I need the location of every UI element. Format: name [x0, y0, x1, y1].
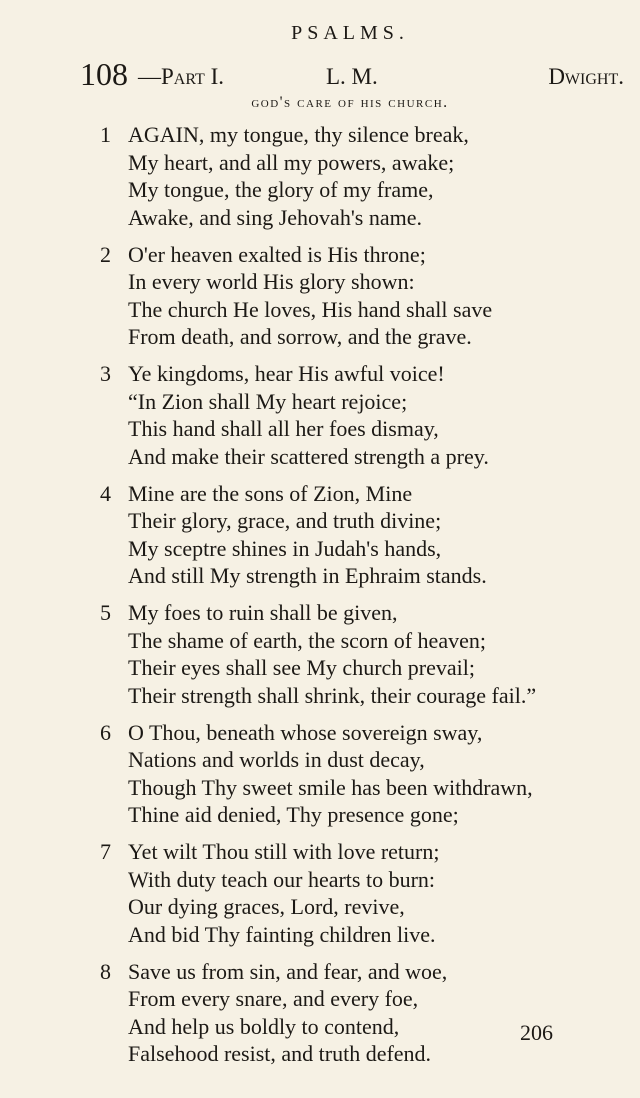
stanza-number: 2 [100, 241, 111, 267]
verse-line: My heart, and all my powers, awake; [128, 149, 455, 175]
verse-line: My tongue, the glory of my frame, [128, 177, 434, 202]
verse-line: Mine are the sons of Zion, Mine [128, 480, 413, 506]
verse-line: From death, and sorrow, and the grave. [128, 324, 472, 349]
running-head: PSALMS. [291, 22, 409, 44]
page-number: 206 [520, 1020, 553, 1045]
stanza-number: 8 [100, 958, 111, 984]
stanza-number: 7 [100, 839, 111, 864]
verse-line: Though Thy sweet smile has been withdrawn, [128, 774, 533, 800]
verse-line: Save us from sin, and fear, and woe, [128, 958, 448, 984]
verse-line: Their strength shall shrink, their courage fail.” [128, 682, 537, 708]
verse-line: And make their scattered strength a prey. [128, 443, 489, 469]
hymn-number: 108 [80, 56, 128, 92]
verse-line: “In Zion shall My heart rejoice; [128, 388, 408, 414]
stanza-number: 1 [100, 122, 111, 147]
verse-line: This hand shall all her foes dismay, [128, 416, 439, 441]
verse-line: And bid Thy fainting children live. [128, 921, 436, 947]
verse-line: Awake, and sing Jehovah's name. [128, 204, 422, 230]
verse-line: O'er heaven exalted is His throne; [128, 241, 426, 267]
verse-line: From every snare, and every foe, [128, 986, 419, 1011]
verse-line: O Thou, beneath whose sovereign sway, [128, 719, 483, 745]
verse-line: Their glory, grace, and truth divine; [128, 508, 442, 533]
verse-line: Yet wilt Thou still with love return; [128, 839, 440, 864]
verse-line: My sceptre shines in Judah's hands, [128, 535, 442, 561]
verse-line: And still My strength in Ephraim stands. [128, 563, 487, 588]
stanza-number: 6 [100, 719, 111, 745]
verse-line: The shame of earth, the scorn of heaven; [128, 627, 486, 653]
verse-line: Ye kingdoms, hear His awful voice! [128, 361, 445, 386]
verse-line: And help us boldly to contend, [128, 1013, 400, 1039]
stanza-number: 3 [100, 361, 111, 386]
verse-line: The church He loves, His hand shall save [128, 296, 493, 322]
hymn-title: god's care of his church. [251, 94, 449, 111]
stanza-number: 5 [100, 600, 111, 625]
verse-line: With duty teach our hearts to burn: [128, 866, 436, 892]
verse-line: In every world His glory shown: [128, 269, 415, 294]
verse-line: Thine aid denied, Thy presence gone; [128, 802, 459, 827]
hymn-part: —Part I. [138, 64, 224, 89]
verse-line: Their eyes shall see My church prevail; [128, 655, 475, 680]
hymn-author: Dwight. [548, 64, 624, 89]
verse-line: My foes to ruin shall be given, [128, 600, 398, 625]
hymn-meter: L. M. [326, 64, 378, 89]
stanza-number: 4 [100, 480, 111, 506]
verse-line: Falsehood resist, and truth defend. [128, 1041, 432, 1066]
verse-line: Our dying graces, Lord, revive, [128, 894, 405, 919]
verse-line: AGAIN, my tongue, thy silence break, [128, 122, 469, 147]
verse-line: Nations and worlds in dust decay, [128, 747, 425, 772]
